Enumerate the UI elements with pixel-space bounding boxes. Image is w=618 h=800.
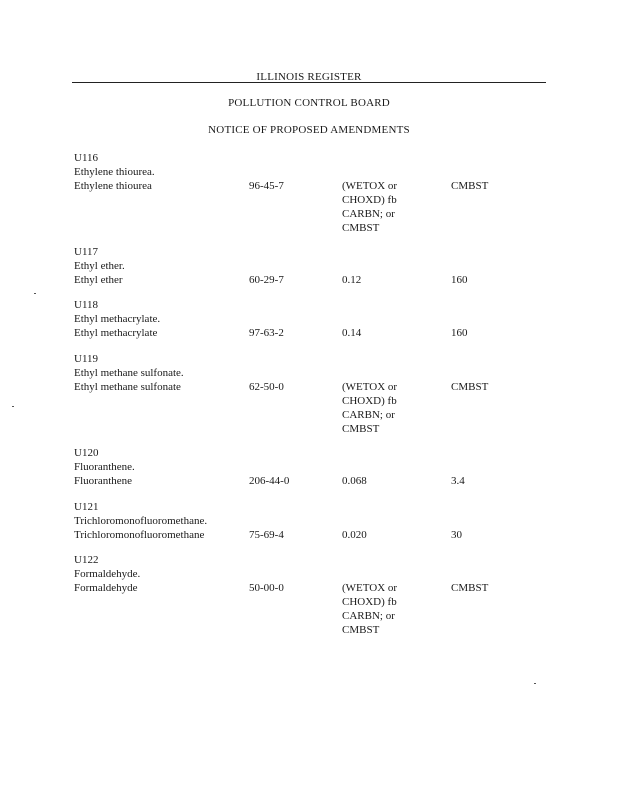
waste-entry <box>74 553 554 636</box>
wastewater-standard <box>342 179 432 235</box>
constituent-row <box>74 179 554 234</box>
cas-number: 96-45-7 <box>249 180 284 192</box>
waste-code: U117 <box>74 246 99 258</box>
constituent-name: Trichloromonofluoromethane <box>74 529 205 541</box>
waste-entry <box>74 352 554 435</box>
wastewater-line: 0.12 <box>342 274 362 286</box>
wastewater-line: CHOXD) fb <box>342 596 397 608</box>
waste-entry <box>74 298 554 340</box>
waste-common-name: Ethylene thiourea. <box>74 166 155 178</box>
wastewater-standard <box>342 474 432 488</box>
nonwastewater-standard: CMBST <box>451 180 489 192</box>
wastewater-line: CMBST <box>342 423 380 435</box>
wastewater-line: (WETOX or <box>342 582 398 594</box>
constituent-row <box>74 273 554 287</box>
scan-speck <box>34 293 36 294</box>
waste-code: U116 <box>74 152 99 164</box>
wastewater-standard <box>342 273 432 287</box>
waste-common-name: Trichloromonofluoromethane. <box>74 515 208 527</box>
waste-code: U118 <box>74 299 99 311</box>
wastewater-line: CARBN; or <box>342 409 395 421</box>
constituent-name: Ethyl ether <box>74 274 123 286</box>
waste-common-name: Ethyl ether. <box>74 260 125 272</box>
waste-common-name: Fluoranthene. <box>74 461 135 473</box>
constituent-name: Ethyl methane sulfonate <box>74 381 181 393</box>
constituent-row <box>74 528 554 542</box>
waste-code: U119 <box>74 353 99 365</box>
wastewater-line: (WETOX or <box>342 180 398 192</box>
waste-entry <box>74 446 554 488</box>
waste-common-name: Formaldehyde. <box>74 568 141 580</box>
wastewater-line: 0.068 <box>342 475 367 487</box>
cas-number: 75-69-4 <box>249 529 284 541</box>
cas-number: 97-63-2 <box>249 327 284 339</box>
cas-number: 62-50-0 <box>249 381 284 393</box>
wastewater-line: 0.14 <box>342 327 362 339</box>
header-rule <box>72 82 546 83</box>
scan-speck <box>12 406 14 407</box>
wastewater-line: CHOXD) fb <box>342 395 397 407</box>
wastewater-line: CMBST <box>342 222 380 234</box>
wastewater-standard <box>342 528 432 542</box>
cas-number: 50-00-0 <box>249 582 284 594</box>
constituent-row <box>74 581 554 636</box>
nonwastewater-standard: 160 <box>451 327 468 339</box>
board-title: POLLUTION CONTROL BOARD <box>228 97 390 109</box>
cas-number: 60-29-7 <box>249 274 284 286</box>
constituent-row <box>74 326 554 340</box>
wastewater-line: CARBN; or <box>342 610 395 622</box>
waste-code: U120 <box>74 447 99 459</box>
wastewater-line: CMBST <box>342 624 380 636</box>
waste-entry <box>74 245 554 287</box>
constituent-name: Fluoranthene <box>74 475 133 487</box>
wastewater-line: CHOXD) fb <box>342 194 397 206</box>
waste-code: U121 <box>74 501 99 513</box>
constituent-name: Ethyl methacrylate <box>74 327 158 339</box>
nonwastewater-standard: 3.4 <box>451 475 465 487</box>
waste-common-name: Ethyl methacrylate. <box>74 313 161 325</box>
waste-code: U122 <box>74 554 99 566</box>
wastewater-line: (WETOX or <box>342 381 398 393</box>
wastewater-standard <box>342 326 432 340</box>
cas-number: 206-44-0 <box>249 475 290 487</box>
waste-common-name: Ethyl methane sulfonate. <box>74 367 184 379</box>
notice-title: NOTICE OF PROPOSED AMENDMENTS <box>208 124 410 136</box>
wastewater-line: 0.020 <box>342 529 367 541</box>
waste-entry <box>74 500 554 542</box>
scan-speck <box>534 683 536 684</box>
constituent-row <box>74 474 554 488</box>
wastewater-standard <box>342 380 432 436</box>
nonwastewater-standard: 30 <box>451 529 462 541</box>
constituent-name: Formaldehyde <box>74 582 138 594</box>
wastewater-standard <box>342 581 432 637</box>
nonwastewater-standard: 160 <box>451 274 468 286</box>
nonwastewater-standard: CMBST <box>451 582 489 594</box>
constituent-name: Ethylene thiourea <box>74 180 152 192</box>
register-title: ILLINOIS REGISTER <box>256 71 362 83</box>
waste-entry <box>74 151 554 234</box>
wastewater-line: CARBN; or <box>342 208 395 220</box>
constituent-row <box>74 380 554 435</box>
nonwastewater-standard: CMBST <box>451 381 489 393</box>
